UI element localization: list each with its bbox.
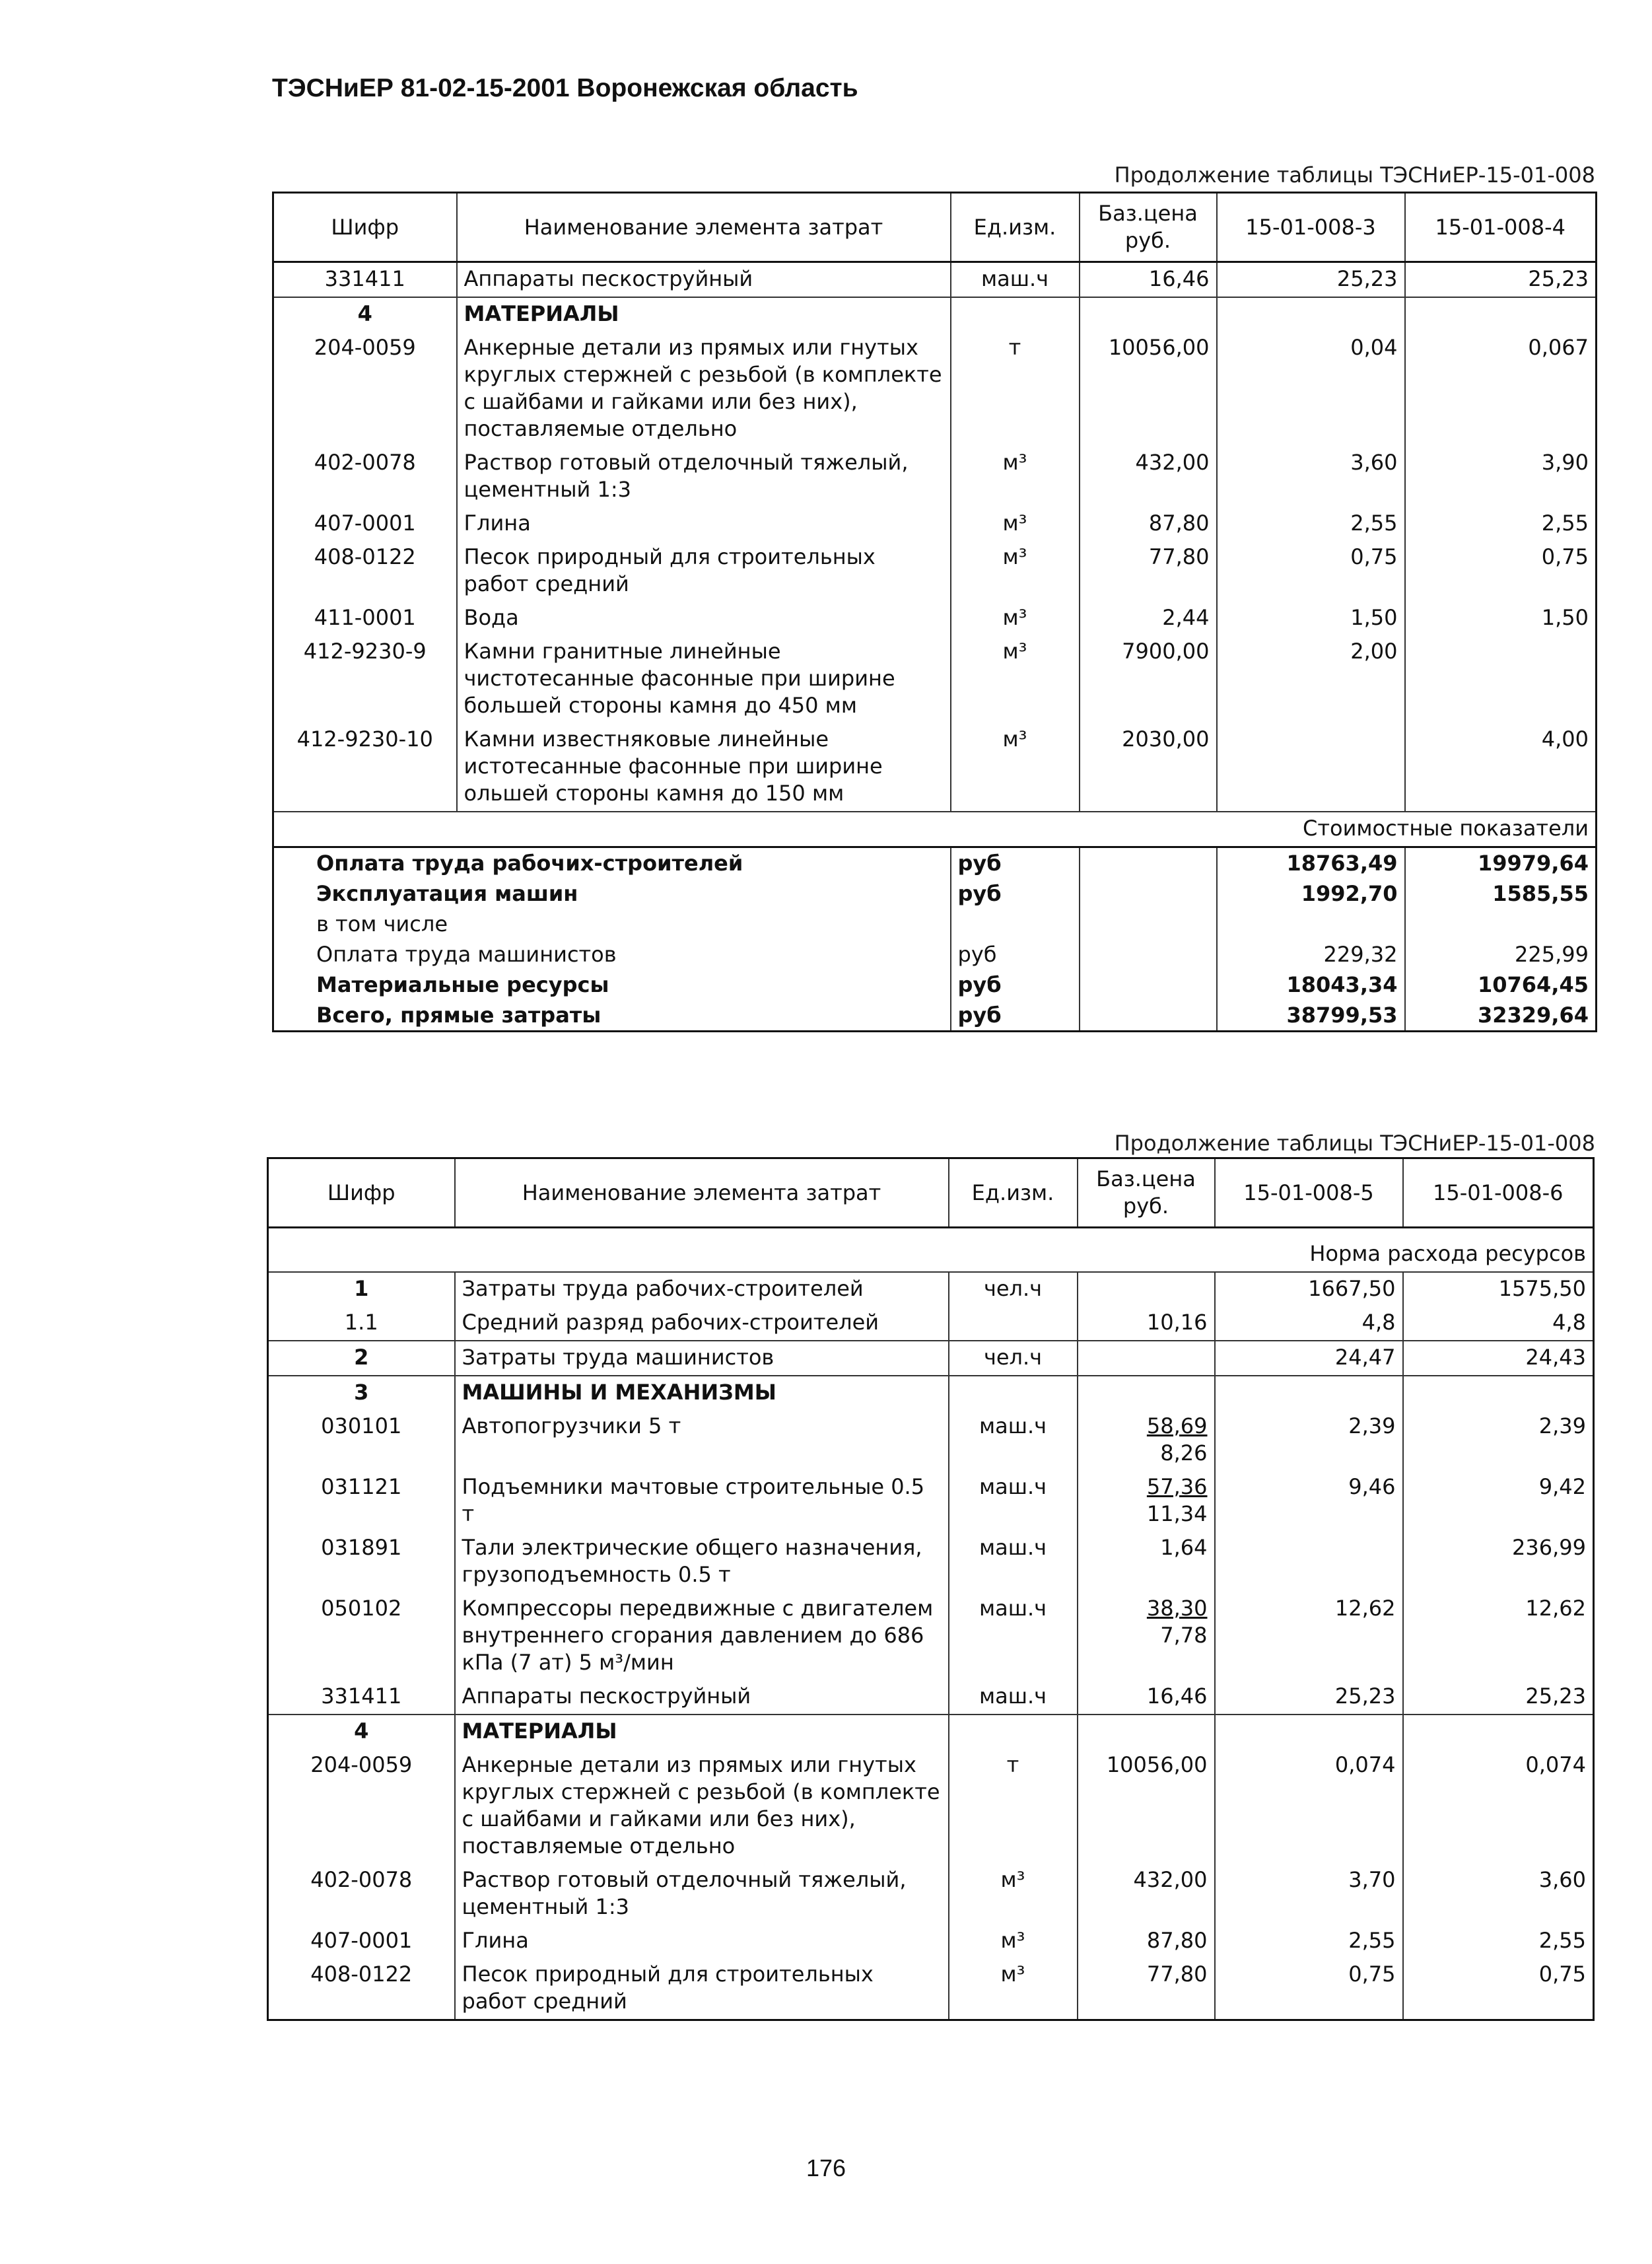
row-unit: маш.ч xyxy=(949,1592,1078,1680)
section-number: 4 xyxy=(268,1715,455,1749)
row-value-2: 25,23 xyxy=(1405,262,1597,298)
summary-unit: руб xyxy=(951,1000,1080,1032)
section-number: 3 xyxy=(268,1376,455,1410)
row-name: Камни гранитные линейные чистотесанные фасонные при ширине большей стороны камня до 450 мм xyxy=(457,635,951,723)
row-value-2: 9,42 xyxy=(1403,1471,1594,1532)
row-base-price xyxy=(1078,1272,1215,1306)
summary-unit: руб xyxy=(951,878,1080,909)
row-value-1 xyxy=(1215,1532,1403,1592)
page-number: 176 xyxy=(806,2154,846,2181)
row-base-price: 77,80 xyxy=(1080,541,1217,602)
row-value-1: 1,50 xyxy=(1217,602,1405,635)
base-price-wage: 7,78 xyxy=(1160,1623,1208,1648)
row-unit: чел.ч xyxy=(949,1272,1078,1306)
row-code: 402-0078 xyxy=(268,1864,455,1925)
row-code: 1 xyxy=(268,1272,455,1306)
document-title: ТЭСНиЕР 81-02-15-2001 Воронежская область xyxy=(272,74,858,102)
row-name: Подъемники мачтовые строительные 0.5 т xyxy=(455,1471,949,1532)
row-name: Глина xyxy=(457,507,951,541)
summary-value-1: 229,32 xyxy=(1217,939,1405,970)
summary-value-1: 18763,49 xyxy=(1217,847,1405,879)
table-row xyxy=(268,1864,1594,1925)
table-row xyxy=(273,635,1597,723)
row-value-2: 0,074 xyxy=(1403,1749,1594,1864)
table-row xyxy=(273,541,1597,602)
row-base-price: 87,80 xyxy=(1080,507,1217,541)
row-base-price: 77,80 xyxy=(1078,1958,1215,2020)
table-row xyxy=(268,1532,1594,1592)
row-base-price xyxy=(1078,1592,1215,1680)
row-unit: м³ xyxy=(949,1864,1078,1925)
row-unit: м³ xyxy=(949,1958,1078,2020)
row-value-2: 0,067 xyxy=(1405,332,1597,446)
row-base-price: 1,64 xyxy=(1078,1532,1215,1592)
row-code: 402-0078 xyxy=(273,446,457,507)
summary-value-1: 38799,53 xyxy=(1217,1000,1405,1032)
row-value-1: 4,8 xyxy=(1215,1306,1403,1341)
row-unit: м³ xyxy=(951,723,1080,812)
row-value-1: 9,46 xyxy=(1215,1471,1403,1532)
header-col6: 15-01-008-4 xyxy=(1405,193,1597,262)
row-code: 331411 xyxy=(273,262,457,298)
row-code: 2 xyxy=(268,1341,455,1376)
row-value-1: 3,60 xyxy=(1217,446,1405,507)
row-value-2: 3,60 xyxy=(1403,1864,1594,1925)
summary-label: Всего, прямые затраты xyxy=(273,1000,951,1032)
row-code: 030101 xyxy=(268,1410,455,1471)
row-value-1: 25,23 xyxy=(1217,262,1405,298)
header-base-price: Баз.цена руб. xyxy=(1078,1158,1215,1228)
row-value-2: 12,62 xyxy=(1403,1592,1594,1680)
summary-row xyxy=(273,847,1597,879)
row-code: 412-9230-9 xyxy=(273,635,457,723)
summary-value-2: 10764,45 xyxy=(1405,970,1597,1000)
header-col5: 15-01-008-5 xyxy=(1215,1158,1403,1228)
row-value-2 xyxy=(1405,635,1597,723)
header-code: Шифр xyxy=(273,193,457,262)
row-value-2: 25,23 xyxy=(1403,1680,1594,1715)
row-base-price: 432,00 xyxy=(1078,1864,1215,1925)
row-name: Затраты труда рабочих-строителей xyxy=(455,1272,949,1306)
summary-label: Материальные ресурсы xyxy=(273,970,951,1000)
row-value-2: 236,99 xyxy=(1403,1532,1594,1592)
table-row xyxy=(273,507,1597,541)
norm-heading: Норма расхода ресурсов xyxy=(268,1228,1594,1273)
row-name: Камни известняковые линейные истотесанные фасонные при ширине ольшей стороны камня до 150 мм xyxy=(457,723,951,812)
row-code: 1.1 xyxy=(268,1306,455,1341)
row-unit: маш.ч xyxy=(949,1410,1078,1471)
row-name: Тали электрические общего назначения, грузоподъемность 0.5 т xyxy=(455,1532,949,1592)
row-code: 050102 xyxy=(268,1592,455,1680)
row-name: Затраты труда машинистов xyxy=(455,1341,949,1376)
row-value-1: 2,55 xyxy=(1215,1925,1403,1958)
row-base-price: 2030,00 xyxy=(1080,723,1217,812)
row-unit: м³ xyxy=(949,1925,1078,1958)
row-base-price: 2,44 xyxy=(1080,602,1217,635)
section-header-row xyxy=(268,1376,1594,1410)
summary-value-2: 1585,55 xyxy=(1405,878,1597,909)
row-code: 204-0059 xyxy=(273,332,457,446)
table-row xyxy=(273,723,1597,812)
row-value-1: 0,75 xyxy=(1215,1958,1403,2020)
row-unit: маш.ч xyxy=(951,262,1080,298)
row-unit: маш.ч xyxy=(949,1471,1078,1532)
row-value-1: 3,70 xyxy=(1215,1864,1403,1925)
summary-row xyxy=(273,878,1597,909)
row-name: Песок природный для строительных работ средний xyxy=(455,1958,949,2020)
table-row xyxy=(268,1680,1594,1715)
row-value-2: 24,43 xyxy=(1403,1341,1594,1376)
table-row xyxy=(273,602,1597,635)
row-value-2: 2,39 xyxy=(1403,1410,1594,1471)
section-header-row xyxy=(268,1715,1594,1749)
row-code: 204-0059 xyxy=(268,1749,455,1864)
row-value-1: 0,75 xyxy=(1217,541,1405,602)
row-code: 407-0001 xyxy=(268,1925,455,1958)
row-value-1: 0,074 xyxy=(1215,1749,1403,1864)
base-price-total: 58,69 xyxy=(1146,1413,1208,1438)
header-code: Шифр xyxy=(268,1158,455,1228)
estimate-table-2 xyxy=(267,1157,1595,2021)
row-code: 407-0001 xyxy=(273,507,457,541)
summary-row xyxy=(273,1000,1597,1032)
cost-indicators-heading-row xyxy=(273,812,1597,847)
row-value-1: 1667,50 xyxy=(1215,1272,1403,1306)
summary-unit: руб xyxy=(951,847,1080,879)
row-name: Аппараты пескоструйный xyxy=(455,1680,949,1715)
row-unit: маш.ч xyxy=(949,1680,1078,1715)
row-code: 412-9230-10 xyxy=(273,723,457,812)
row-name: Анкерные детали из прямых или гнутых круглых стержней с резьбой (в комплекте с шайбами и гайками или без них), поставляемые отдельно xyxy=(457,332,951,446)
row-name: Раствор готовый отделочный тяжелый, цементный 1:3 xyxy=(457,446,951,507)
summary-row xyxy=(273,970,1597,1000)
row-value-2: 1,50 xyxy=(1405,602,1597,635)
section-number: 4 xyxy=(273,297,457,332)
row-unit xyxy=(949,1306,1078,1341)
section-title: МАТЕРИАЛЫ xyxy=(455,1715,949,1749)
base-price-wage: 8,26 xyxy=(1160,1440,1208,1466)
row-value-1: 24,47 xyxy=(1215,1341,1403,1376)
summary-label: в том числе xyxy=(273,909,951,939)
summary-label: Оплата труда машинистов xyxy=(273,939,951,970)
row-base-price: 10,16 xyxy=(1078,1306,1215,1341)
row-value-1: 0,04 xyxy=(1217,332,1405,446)
row-code: 331411 xyxy=(268,1680,455,1715)
row-code: 411-0001 xyxy=(273,602,457,635)
row-value-1 xyxy=(1217,723,1405,812)
table-row xyxy=(268,1749,1594,1864)
row-value-1: 2,39 xyxy=(1215,1410,1403,1471)
row-name: Вода xyxy=(457,602,951,635)
row-base-price: 10056,00 xyxy=(1078,1749,1215,1864)
row-base-price: 16,46 xyxy=(1078,1680,1215,1715)
summary-value-1: 18043,34 xyxy=(1217,970,1405,1000)
table2-header-row xyxy=(268,1158,1594,1228)
row-name: Компрессоры передвижные с двигателем внутреннего сгорания давлением до 686 кПа (7 ат) 5 м³/мин xyxy=(455,1592,949,1680)
row-unit: маш.ч xyxy=(949,1532,1078,1592)
section-title: МАТЕРИАЛЫ xyxy=(457,297,951,332)
row-base-price: 87,80 xyxy=(1078,1925,1215,1958)
row-name: Аппараты пескоструйный xyxy=(457,262,951,298)
table-row xyxy=(268,1341,1594,1376)
header-name: Наименование элемента затрат xyxy=(457,193,951,262)
base-price-wage: 11,34 xyxy=(1146,1501,1208,1526)
row-value-1: 12,62 xyxy=(1215,1592,1403,1680)
row-value-2: 0,75 xyxy=(1405,541,1597,602)
row-name: Автопогрузчики 5 т xyxy=(455,1410,949,1471)
row-unit: м³ xyxy=(951,635,1080,723)
row-value-2: 3,90 xyxy=(1405,446,1597,507)
row-base-price: 7900,00 xyxy=(1080,635,1217,723)
row-base-price: 10056,00 xyxy=(1080,332,1217,446)
header-name: Наименование элемента затрат xyxy=(455,1158,949,1228)
base-price-total: 38,30 xyxy=(1146,1596,1208,1621)
table-row xyxy=(268,1272,1594,1306)
summary-row xyxy=(273,939,1597,970)
estimate-table-1 xyxy=(272,192,1597,1032)
row-base-price xyxy=(1078,1471,1215,1532)
table-row xyxy=(273,332,1597,446)
row-code: 408-0122 xyxy=(273,541,457,602)
row-value-2: 2,55 xyxy=(1403,1925,1594,1958)
row-unit: м³ xyxy=(951,602,1080,635)
header-base-price: Баз.цена руб. xyxy=(1080,193,1217,262)
row-unit: м³ xyxy=(951,541,1080,602)
row-unit: т xyxy=(949,1749,1078,1864)
row-value-1: 2,55 xyxy=(1217,507,1405,541)
row-code: 031121 xyxy=(268,1471,455,1532)
row-unit: т xyxy=(951,332,1080,446)
table-row xyxy=(268,1471,1594,1532)
table-row xyxy=(273,446,1597,507)
summary-value-2: 225,99 xyxy=(1405,939,1597,970)
row-value-2: 0,75 xyxy=(1403,1958,1594,2020)
row-code: 408-0122 xyxy=(268,1958,455,2020)
summary-row xyxy=(273,909,1597,939)
table-row xyxy=(268,1592,1594,1680)
summary-value-2: 19979,64 xyxy=(1405,847,1597,879)
summary-unit: руб xyxy=(951,970,1080,1000)
table-row xyxy=(268,1306,1594,1341)
base-price-total: 57,36 xyxy=(1146,1474,1208,1499)
row-value-2: 2,55 xyxy=(1405,507,1597,541)
table1-continuation-label: Продолжение таблицы ТЭСНиЕР-15-01-008 xyxy=(1114,162,1595,188)
row-value-1: 2,00 xyxy=(1217,635,1405,723)
header-col5: 15-01-008-3 xyxy=(1217,193,1405,262)
table2-continuation-label: Продолжение таблицы ТЭСНиЕР-15-01-008 xyxy=(1114,1131,1595,1156)
row-name: Раствор готовый отделочный тяжелый, цементный 1:3 xyxy=(455,1864,949,1925)
row-base-price xyxy=(1078,1341,1215,1376)
row-base-price: 16,46 xyxy=(1080,262,1217,298)
norm-heading-row xyxy=(268,1228,1594,1273)
summary-value-1: 1992,70 xyxy=(1217,878,1405,909)
table-row xyxy=(268,1925,1594,1958)
table1-header-row xyxy=(273,193,1597,262)
row-code: 031891 xyxy=(268,1532,455,1592)
row-value-2: 4,00 xyxy=(1405,723,1597,812)
row-name: Средний разряд рабочих-строителей xyxy=(455,1306,949,1341)
section-title: МАШИНЫ И МЕХАНИЗМЫ xyxy=(455,1376,949,1410)
row-value-1: 25,23 xyxy=(1215,1680,1403,1715)
row-name: Анкерные детали из прямых или гнутых круглых стержней с резьбой (в комплекте с шайбами и гайками или без них), поставляемые отдельно xyxy=(455,1749,949,1864)
row-value-2: 1575,50 xyxy=(1403,1272,1594,1306)
header-unit: Ед.изм. xyxy=(949,1158,1078,1228)
summary-unit: руб xyxy=(951,939,1080,970)
summary-label: Оплата труда рабочих-строителей xyxy=(273,847,951,879)
section-header-row xyxy=(273,297,1597,332)
header-col6: 15-01-008-6 xyxy=(1403,1158,1594,1228)
row-unit: м³ xyxy=(951,446,1080,507)
row-base-price xyxy=(1078,1410,1215,1471)
row-name: Глина xyxy=(455,1925,949,1958)
table-row xyxy=(273,262,1597,298)
summary-value-2: 32329,64 xyxy=(1405,1000,1597,1032)
table-row xyxy=(268,1410,1594,1471)
row-unit: м³ xyxy=(951,507,1080,541)
row-unit: чел.ч xyxy=(949,1341,1078,1376)
cost-indicators-heading: Стоимостные показатели xyxy=(273,812,1597,847)
summary-label: Эксплуатация машин xyxy=(273,878,951,909)
header-unit: Ед.изм. xyxy=(951,193,1080,262)
row-value-2: 4,8 xyxy=(1403,1306,1594,1341)
table-row xyxy=(268,1958,1594,2020)
row-name: Песок природный для строительных работ средний xyxy=(457,541,951,602)
row-base-price: 432,00 xyxy=(1080,446,1217,507)
